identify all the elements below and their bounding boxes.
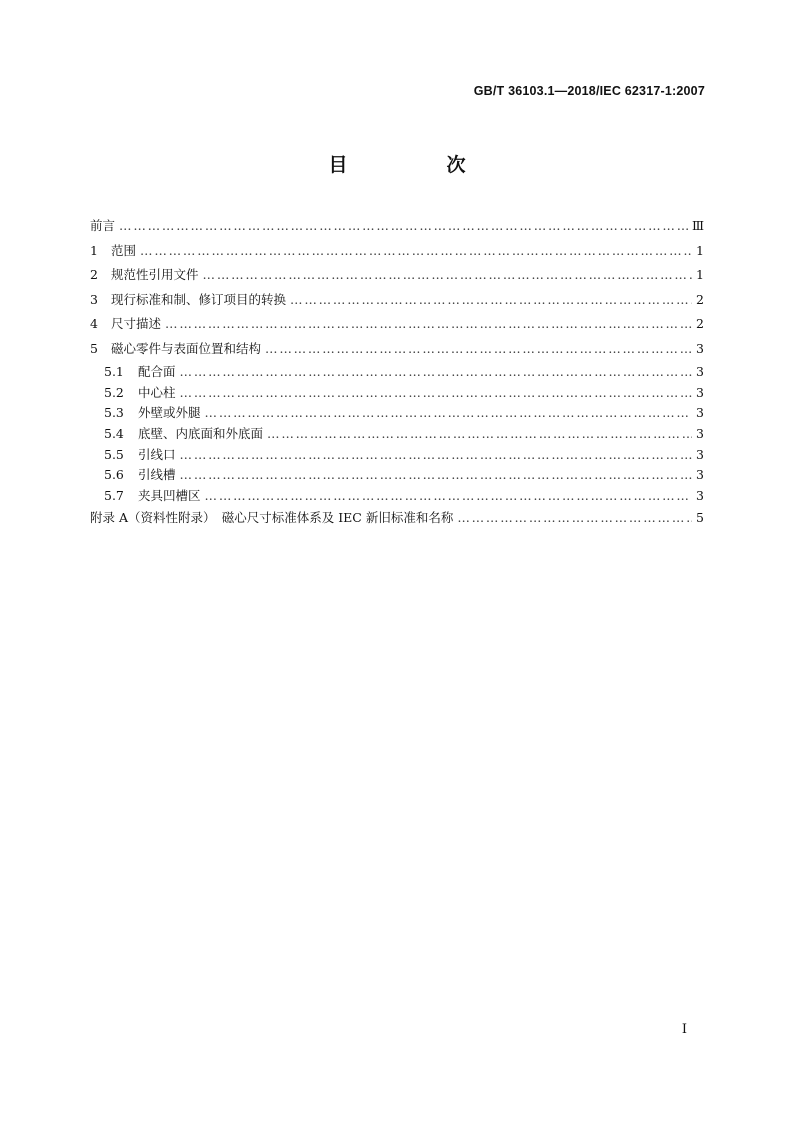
toc-entry[interactable] (90, 425, 704, 446)
toc-entry-page: 3 (696, 488, 704, 504)
toc-entry-label: 现行标准和制、修订项目的转换 (111, 291, 287, 307)
toc-entry-page: 5 (696, 509, 704, 525)
toc-entry-number: 5.2 (104, 384, 124, 400)
toc-entry-label: 磁心零件与表面位置和结构 (111, 340, 262, 356)
dot-leader (205, 404, 692, 422)
dot-leader (290, 290, 692, 310)
toc-entry-page: 3 (696, 405, 704, 421)
toc-entry-page: 1 (696, 267, 704, 282)
toc-entry-page: 3 (696, 364, 704, 379)
toc-entry[interactable] (90, 314, 704, 339)
toc-entry-number: 4 (90, 316, 98, 331)
toc-entry-page: 3 (696, 446, 704, 462)
standard-code: GB/T 36103.1—2018/IEC 62317-1:2007 (473, 84, 705, 98)
toc-entry-number: 5.7 (104, 488, 124, 504)
toc-entry-page: 1 (696, 242, 704, 258)
toc-entry-number: 5.4 (104, 426, 124, 442)
toc-entry-label: 配合面 (138, 364, 176, 379)
toc-entry[interactable] (90, 290, 704, 315)
toc-entry-label: 附录 A（资料性附录） 磁心尺寸标准体系及 IEC 新旧标准和名称 (90, 509, 454, 525)
toc-entry-label: 前言 (90, 218, 116, 233)
table-of-contents (90, 216, 704, 532)
dot-leader (180, 466, 692, 484)
toc-entry[interactable] (90, 404, 704, 425)
dot-leader (267, 425, 692, 443)
dot-leader (265, 339, 692, 359)
dot-leader (119, 216, 688, 236)
page-title: 目 次 (328, 154, 506, 176)
dot-leader (203, 265, 692, 285)
toc-entry-number: 5.6 (104, 467, 124, 483)
page-number: I (681, 1022, 687, 1037)
toc-entry[interactable] (90, 508, 704, 533)
toc-entry-label: 外壁或外腿 (138, 405, 201, 421)
dot-leader (165, 314, 692, 334)
toc-entry-number: 5 (90, 340, 98, 356)
dot-leader (180, 384, 692, 402)
toc-entry-number: 1 (90, 242, 98, 258)
toc-entry-label: 底壁、内底面和外底面 (138, 426, 264, 442)
dot-leader (180, 363, 692, 381)
toc-entry-label: 引线口 (138, 446, 176, 462)
toc-entry-page: 3 (696, 426, 704, 442)
toc-entry[interactable] (90, 487, 704, 508)
toc-entry[interactable] (90, 241, 704, 266)
toc-entry-number: 2 (90, 267, 98, 282)
toc-entry-page: Ⅲ (691, 218, 704, 233)
toc-entry[interactable] (90, 339, 704, 364)
toc-entry-label: 夹具凹槽区 (138, 488, 201, 504)
dot-leader (457, 508, 692, 528)
toc-entry[interactable] (90, 265, 704, 290)
toc-entry-label: 尺寸描述 (111, 316, 162, 331)
toc-entry-number: 5.5 (104, 446, 124, 462)
toc-entry-page: 2 (696, 316, 704, 331)
toc-entry[interactable] (90, 216, 704, 241)
toc-entry[interactable] (90, 446, 704, 467)
toc-entry-page: 2 (696, 291, 704, 307)
dot-leader (205, 487, 692, 505)
toc-entry-page: 3 (696, 467, 704, 483)
toc-entry[interactable] (90, 384, 704, 405)
dot-leader (140, 241, 692, 261)
toc-entry-page: 3 (696, 384, 704, 400)
toc-entry-number: 5.1 (104, 364, 124, 379)
toc-entry-label: 中心柱 (138, 384, 176, 400)
toc-entry-number: 3 (90, 291, 98, 307)
toc-entry-label: 规范性引用文件 (111, 267, 199, 282)
toc-entry[interactable] (90, 363, 704, 384)
toc-entry-label: 范围 (111, 242, 137, 258)
toc-entry-number: 5.3 (104, 405, 124, 421)
dot-leader (180, 446, 692, 464)
toc-entry-page: 3 (696, 340, 704, 356)
toc-entry[interactable] (90, 466, 704, 487)
toc-entry-label: 引线槽 (138, 467, 176, 483)
